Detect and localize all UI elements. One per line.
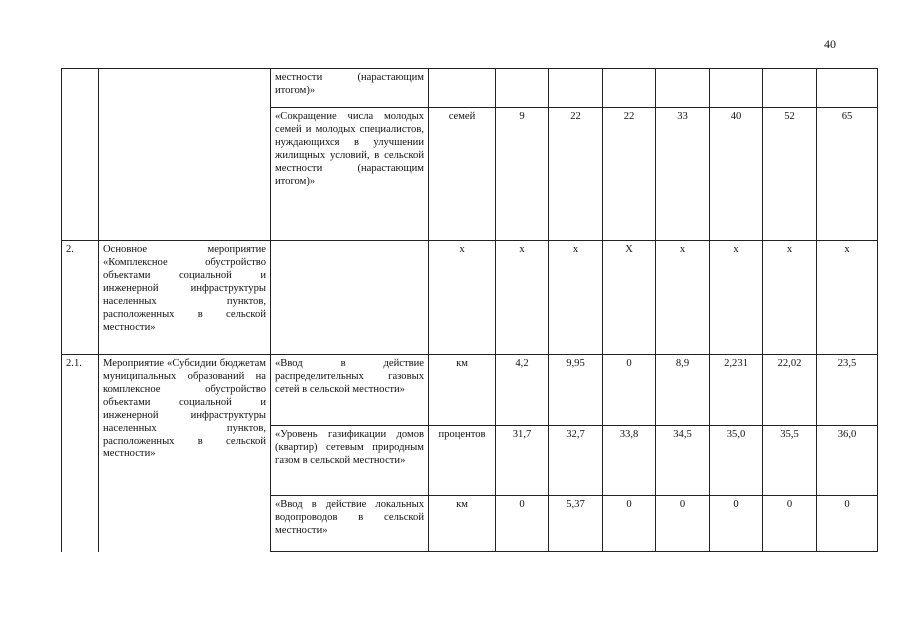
unit-cell: процентов	[429, 426, 496, 496]
value-cell: 0	[817, 496, 878, 552]
value-cell	[549, 69, 603, 108]
value-cell: 0	[496, 496, 549, 552]
row-description-cell: Мероприятие «Субсидии бюджетам муниципальных образований на комплексное обустройство объектами социальной и инженерной инфраструктуры населенных пунктов, расположенных в сельской местности»	[99, 355, 271, 552]
value-cell: 8,9	[656, 355, 710, 426]
indicator-cell: местности (нарастающим итогом)»	[271, 69, 429, 108]
row-description-cell	[99, 108, 271, 241]
unit-cell: км	[429, 355, 496, 426]
value-cell	[603, 69, 656, 108]
value-cell: 0	[603, 496, 656, 552]
value-cell	[496, 69, 549, 108]
value-cell: 33,8	[603, 426, 656, 496]
value-cell: х	[710, 241, 763, 355]
value-cell: 32,7	[549, 426, 603, 496]
value-cell: 36,0	[817, 426, 878, 496]
value-cell: 40	[710, 108, 763, 241]
row-description-cell	[99, 69, 271, 108]
value-cell: х	[549, 241, 603, 355]
value-cell	[817, 69, 878, 108]
value-cell: 65	[817, 108, 878, 241]
row-index-cell: 2.1.	[62, 355, 99, 552]
value-cell: 22,02	[763, 355, 817, 426]
unit-cell: х	[429, 241, 496, 355]
table-row	[62, 355, 878, 426]
table-row	[62, 108, 878, 241]
value-cell: 0	[763, 496, 817, 552]
value-cell: 35,0	[710, 426, 763, 496]
table-row	[62, 69, 878, 108]
value-cell: 34,5	[656, 426, 710, 496]
unit-cell	[429, 69, 496, 108]
page-number: 40	[824, 37, 836, 51]
indicator-cell: «Сокращение числа молодых семей и молодых специалистов, нуждающихся в улучшении жилищных условий, в сельской местности (нарастающим итогом)»	[271, 108, 429, 241]
value-cell: 0	[603, 355, 656, 426]
table-row	[62, 241, 878, 355]
value-cell: 2,231	[710, 355, 763, 426]
value-cell: х	[496, 241, 549, 355]
value-cell: 31,7	[496, 426, 549, 496]
value-cell: 4,2	[496, 355, 549, 426]
value-cell: 35,5	[763, 426, 817, 496]
row-description-cell: Основное мероприятие «Комплексное обустройство объектами социальной и инженерной инфраструктуры населенных пунктов, расположенных в сельской местности»	[99, 241, 271, 355]
indicators-table	[61, 68, 878, 552]
value-cell: Х	[603, 241, 656, 355]
row-index-cell	[62, 108, 99, 241]
value-cell: 22	[549, 108, 603, 241]
row-index-cell: 2.	[62, 241, 99, 355]
value-cell: 5,37	[549, 496, 603, 552]
unit-cell: км	[429, 496, 496, 552]
value-cell	[763, 69, 817, 108]
indicator-cell: «Ввод в действие распределительных газовых сетей в сельской местности»	[271, 355, 429, 426]
value-cell: 23,5	[817, 355, 878, 426]
value-cell	[710, 69, 763, 108]
indicator-cell	[271, 241, 429, 355]
value-cell	[656, 69, 710, 108]
indicator-cell: «Уровень газификации домов (квартир) сетевым природным газом в сельской местности»	[271, 426, 429, 496]
value-cell: 9,95	[549, 355, 603, 426]
indicator-cell: «Ввод в действие локальных водопроводов в сельской местности»	[271, 496, 429, 552]
value-cell: 0	[710, 496, 763, 552]
value-cell: 9	[496, 108, 549, 241]
value-cell: х	[817, 241, 878, 355]
row-index-cell	[62, 69, 99, 108]
value-cell: 33	[656, 108, 710, 241]
value-cell: 52	[763, 108, 817, 241]
value-cell: х	[656, 241, 710, 355]
value-cell: 0	[656, 496, 710, 552]
value-cell: х	[763, 241, 817, 355]
value-cell: 22	[603, 108, 656, 241]
unit-cell: семей	[429, 108, 496, 241]
